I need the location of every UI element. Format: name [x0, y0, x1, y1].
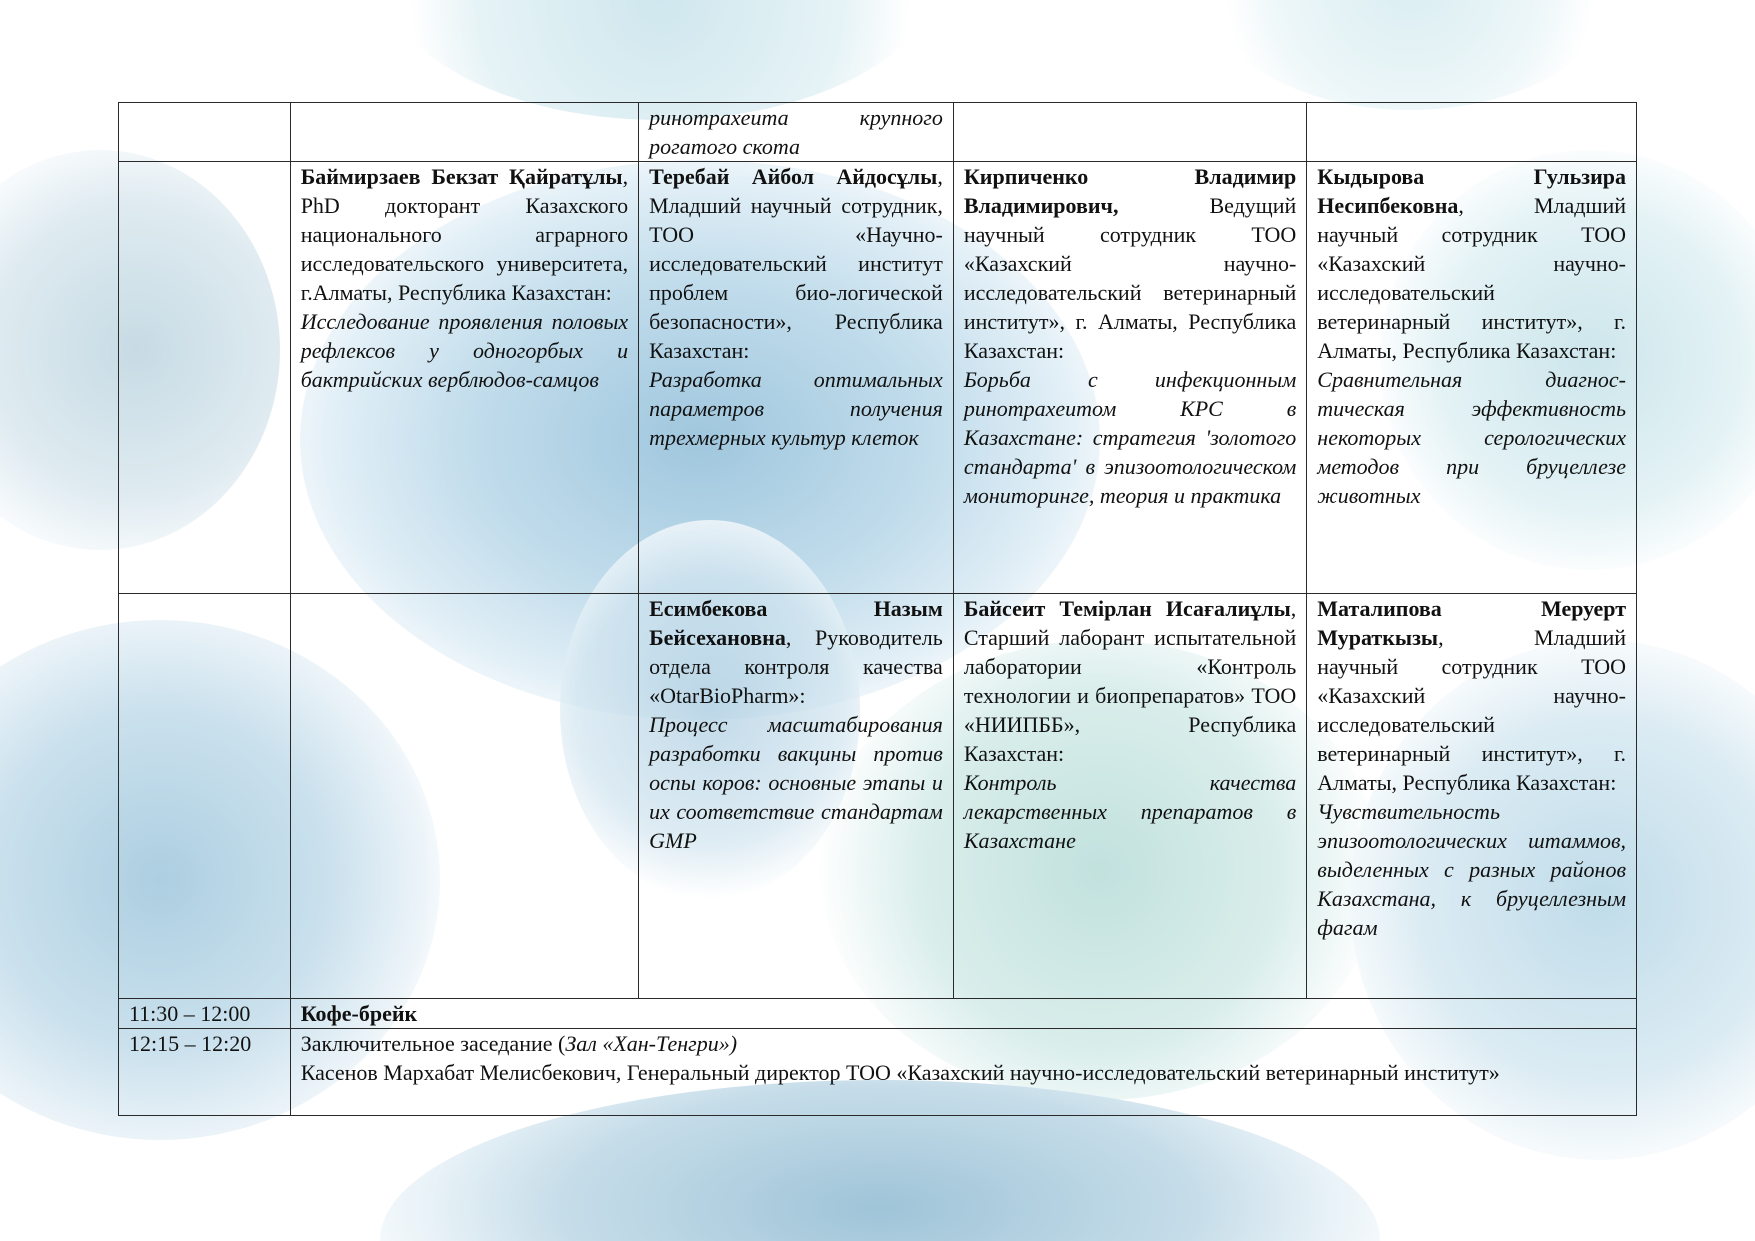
talk-cell	[290, 162, 638, 594]
time-cell	[119, 594, 291, 999]
speaker-affiliation: , Младший научный сотрудник ТОО «Казахский научно-исследовательский ветеринарный институт», г. Алматы, Республика Казахстан:	[1317, 193, 1626, 363]
speaker-affiliation: , Младший научный сотрудник ТОО «Казахский научно-исследовательский ветеринарный институт», г. Алматы, Республика Казахстан:	[1317, 625, 1626, 795]
table-row	[119, 594, 1637, 999]
time-cell: 11:30 – 12:00	[119, 999, 291, 1029]
closing-session-hall: Зал «Хан-Тенгри»)	[565, 1031, 738, 1056]
speaker-name: Есимбекова Назым Бейсехановна	[649, 596, 943, 650]
speaker-affiliation: , Старший лаборант испытательной лаборатории «Контроль технологии и биопрепаратов» ТОО «НИИПББ», Республика Казахстан:	[963, 596, 1297, 766]
talk-cell	[953, 594, 1306, 999]
talk-cell	[953, 162, 1306, 594]
talk-cell	[290, 103, 638, 162]
time-cell	[119, 162, 291, 594]
time-cell: 12:15 – 12:20	[119, 1029, 291, 1116]
talk-cell	[639, 103, 954, 162]
talk-title: Процесс масштабирования разработки вакцины против оспы коров: основные этапы и их соответствие стандартам GMP	[649, 712, 943, 853]
speaker-name: Теребай Айбол Айдосұлы	[649, 164, 938, 189]
closing-speaker: Касенов Мархабат Мелисбекович, Генеральный директор ТОО «Казахский научно-исследовательский ветеринарный институт»	[300, 1060, 1500, 1085]
time-cell	[119, 103, 291, 162]
talk-cell	[1307, 103, 1637, 162]
speaker-affiliation: Ведущий научный сотрудник ТОО «Казахский научно-исследовательский ветеринарный институт», г. Алматы, Республика Казахстан:	[963, 193, 1297, 363]
closing-session-label: Заключительное заседание (	[300, 1031, 566, 1056]
talk-cell	[639, 162, 954, 594]
speaker-name: Байсеит Темірлан Исағалиұлы	[963, 596, 1291, 621]
talk-cell	[1307, 594, 1637, 999]
talk-cell	[639, 594, 954, 999]
speaker-name: Кыдырова Гульзира Несипбековна	[1317, 164, 1626, 218]
speaker-affiliation: , Младший научный сотрудник, ТОО «Научно-исследовательский институт проблем био-логической безопасности», Республика Казахстан:	[649, 164, 943, 363]
speaker-name: Маталипова Меруерт Мураткызы	[1317, 596, 1626, 650]
speaker-name: Кирпиченко Владимир Владимирович,	[963, 164, 1297, 218]
speaker-affiliation: , PhD докторант Казахского национального аграрного исследовательского университета, г.Алматы, Республика Казахстан:	[300, 164, 629, 305]
talk-cell	[1307, 162, 1637, 594]
table-row	[119, 162, 1637, 594]
talk-title: ринотрахеита крупного рогатого скота	[649, 105, 943, 159]
talk-cell	[290, 594, 638, 999]
background-circle	[1200, 0, 1620, 110]
talk-title: Разработка оптимальных параметров получения трехмерных культур клеток	[649, 367, 943, 450]
talk-title: Контроль качества лекарственных препаратов в Казахстане	[963, 770, 1297, 853]
speaker-name: Баймирзаев Бекзат Қайратұлы	[300, 164, 623, 189]
table-row	[119, 999, 1637, 1029]
closing-session-cell	[290, 1029, 1636, 1116]
coffee-break-label: Кофе-брейк	[290, 999, 1636, 1029]
table-row	[119, 1029, 1637, 1116]
schedule-table	[118, 102, 1637, 1116]
speaker-affiliation: , Руководитель отдела контроля качества «OtarBioPharm»:	[649, 625, 943, 708]
table-row	[119, 103, 1637, 162]
talk-cell	[953, 103, 1306, 162]
talk-title: Борьба с инфекционным ринотрахеитом КРС в Казахстане: стратегия 'золотого стандарта' в эпизоотологическом мониторинге, теория и практика	[963, 367, 1297, 508]
talk-title: Чувствительность эпизоотологических штаммов, выделенных с разных районов Казахстана, к бруцеллезным фагам	[1317, 799, 1626, 940]
talk-title: Сравнительная диагнос-тическая эффективность некоторых серологических методов при бруцеллезе животных	[1317, 367, 1626, 508]
talk-title: Исследование проявления половых рефлексов у одногорбых и бактрийских верблюдов-самцов	[300, 309, 629, 392]
